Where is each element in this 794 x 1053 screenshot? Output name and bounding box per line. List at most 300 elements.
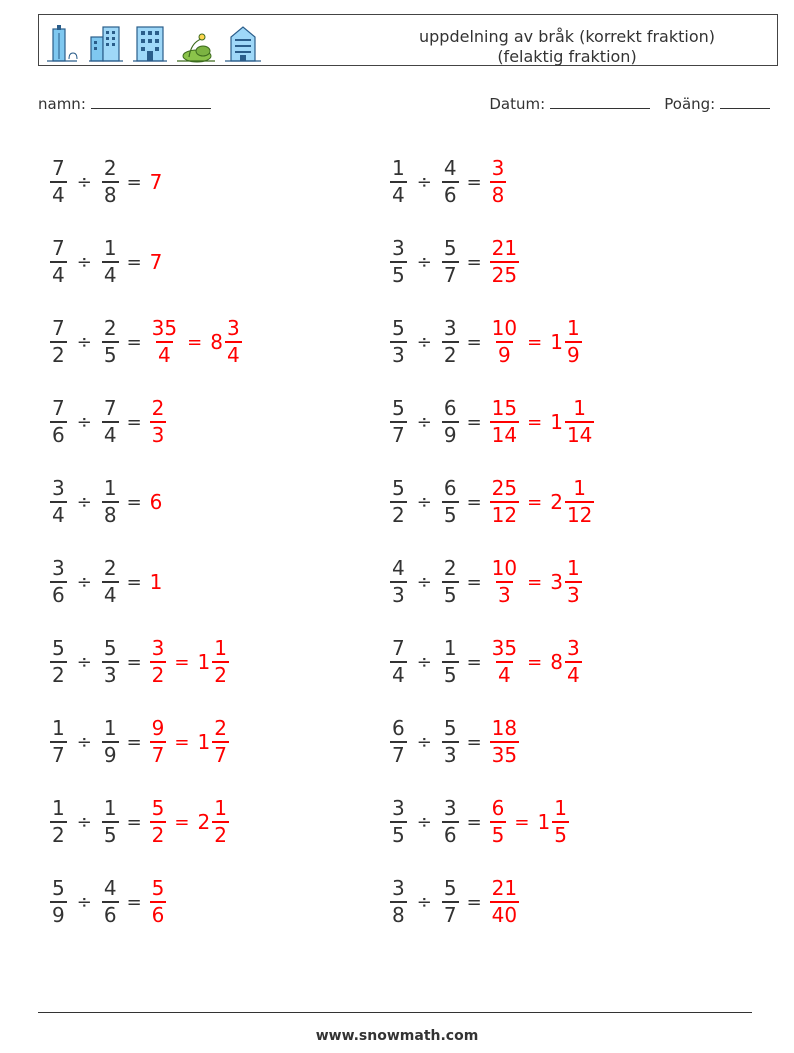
divisor-fraction: [442, 156, 459, 208]
problem-row: [48, 862, 748, 942]
denominator: 2: [151, 663, 165, 687]
denominator: 4: [103, 583, 117, 607]
divide-sign: ÷: [76, 651, 92, 673]
problem-item: [48, 796, 388, 848]
divisor-fraction: [102, 876, 119, 928]
answer: [488, 396, 597, 448]
numerator: 1: [554, 796, 567, 820]
equals-sign: =: [126, 331, 142, 353]
equals-sign: =: [126, 251, 142, 273]
denominator: 14: [491, 423, 518, 447]
divide-sign: ÷: [416, 571, 432, 593]
title-line-1: uppdelning av bråk (korrekt fraktion): [418, 27, 715, 46]
denominator: 2: [52, 823, 65, 847]
answer: [148, 716, 231, 768]
divide-sign: ÷: [76, 731, 92, 753]
numerator: 21: [491, 876, 518, 900]
equals-sign: =: [466, 251, 482, 273]
denominator: 7: [151, 743, 165, 767]
divide-sign: ÷: [416, 251, 432, 273]
denominator: 4: [498, 663, 511, 687]
denominator: 3: [392, 583, 405, 607]
problem-item: [388, 476, 728, 528]
equals-sign: =: [126, 811, 142, 833]
divide-sign: ÷: [76, 491, 92, 513]
numerator: 10: [491, 556, 518, 580]
denominator: 5: [103, 343, 117, 367]
dividend-fraction: [50, 396, 67, 448]
problem-row: [48, 702, 748, 782]
dividend-fraction: [390, 716, 407, 768]
divisor-fraction: [102, 396, 119, 448]
numerator: 1: [103, 476, 117, 500]
problem-item: [388, 316, 728, 368]
answer-whole: 7: [149, 250, 163, 274]
equals-sign: =: [466, 651, 482, 673]
denominator: 3: [443, 743, 457, 767]
header-box: [38, 14, 778, 66]
numerator: 5: [52, 636, 65, 660]
numerator: 3: [151, 636, 165, 660]
mixed-whole: 8: [210, 330, 223, 354]
mixed-whole: 8: [550, 650, 563, 674]
numerator: 3: [491, 156, 505, 180]
answer-fraction: [150, 876, 167, 928]
numerator: 5: [392, 396, 405, 420]
denominator: 4: [158, 343, 171, 367]
divisor-fraction: [102, 556, 119, 608]
numerator: 5: [443, 716, 457, 740]
problem-row: [48, 782, 748, 862]
problem-item: [388, 636, 728, 688]
mixed-whole: 1: [550, 330, 563, 354]
numerator: 1: [214, 636, 227, 660]
denominator: 25: [491, 263, 518, 287]
denominator: 6: [151, 903, 165, 927]
dividend-fraction: [50, 636, 67, 688]
numerator: 5: [443, 236, 457, 260]
numerator: 3: [392, 236, 405, 260]
divide-sign: ÷: [76, 811, 92, 833]
equals-sign: =: [466, 171, 482, 193]
equals-sign: =: [527, 411, 543, 433]
numerator: 7: [103, 396, 117, 420]
answer: [148, 170, 163, 194]
answer-fraction: [150, 636, 167, 688]
denominator: 4: [52, 263, 65, 287]
mixed-whole: 1: [550, 410, 563, 434]
equals-sign: =: [527, 571, 543, 593]
divide-sign: ÷: [416, 731, 432, 753]
denominator: 12: [491, 503, 518, 527]
numerator: 5: [151, 876, 165, 900]
answer: [488, 156, 509, 208]
name-label: namn:: [38, 95, 86, 113]
problem-item: [388, 716, 728, 768]
divisor-fraction: [442, 236, 459, 288]
answer-fraction: [490, 476, 519, 528]
numerator: 6: [491, 796, 505, 820]
denominator: 8: [103, 183, 117, 207]
divide-sign: ÷: [416, 411, 432, 433]
answer: [488, 316, 584, 368]
dividend-fraction: [50, 236, 67, 288]
denominator: 2: [151, 823, 165, 847]
denominator: 6: [443, 823, 457, 847]
equals-sign: =: [187, 331, 203, 353]
problem-item: [48, 156, 388, 208]
divide-sign: ÷: [416, 331, 432, 353]
problem-row: [48, 382, 748, 462]
equals-sign: =: [527, 491, 543, 513]
equals-sign: =: [466, 811, 482, 833]
numerator: 1: [443, 636, 457, 660]
divisor-fraction: [102, 316, 119, 368]
denominator: 8: [392, 903, 405, 927]
problem-row: [48, 462, 748, 542]
city-building-icon: [225, 23, 261, 63]
numerator: 5: [103, 636, 117, 660]
denominator: 7: [392, 423, 405, 447]
denominator: 4: [226, 343, 240, 367]
numerator: 1: [573, 396, 587, 420]
numerator: 1: [103, 796, 117, 820]
numerator: 3: [443, 316, 457, 340]
denominator: 5: [103, 823, 117, 847]
answer: [488, 796, 571, 848]
mixed-whole: 3: [550, 570, 563, 594]
dividend-fraction: [50, 796, 67, 848]
date-label: Datum:: [489, 95, 546, 113]
divide-sign: ÷: [76, 331, 92, 353]
numerator: 7: [392, 636, 405, 660]
numerator: 5: [52, 876, 65, 900]
divide-sign: ÷: [416, 491, 432, 513]
equals-sign: =: [466, 571, 482, 593]
denominator: 5: [554, 823, 567, 847]
equals-sign: =: [527, 651, 543, 673]
answer: [488, 716, 521, 768]
divide-sign: ÷: [76, 171, 92, 193]
dividend-fraction: [390, 556, 407, 608]
numerator: 5: [392, 476, 405, 500]
office-buildings-icon: [89, 23, 123, 63]
denominator: 7: [443, 903, 457, 927]
numerator: 5: [151, 796, 165, 820]
mixed-fraction: [565, 316, 582, 368]
denominator: 7: [52, 743, 65, 767]
equals-sign: =: [527, 331, 543, 353]
denominator: 2: [52, 343, 65, 367]
divisor-fraction: [442, 636, 459, 688]
numerator: 1: [52, 796, 65, 820]
divide-sign: ÷: [416, 811, 432, 833]
numerator: 4: [103, 876, 117, 900]
answer-fraction: [490, 876, 519, 928]
denominator: 3: [392, 343, 405, 367]
problem-grid: [48, 142, 748, 942]
denominator: 14: [566, 423, 593, 447]
divide-sign: ÷: [76, 891, 92, 913]
answer: [148, 396, 169, 448]
numerator: 2: [443, 556, 457, 580]
problem-item: [388, 236, 728, 288]
numerator: 35: [151, 316, 178, 340]
denominator: 9: [443, 423, 457, 447]
numerator: 7: [52, 156, 65, 180]
answer: [148, 636, 231, 688]
numerator: 2: [151, 396, 165, 420]
equals-sign: =: [126, 571, 142, 593]
denominator: 7: [392, 743, 405, 767]
denominator: 3: [151, 423, 165, 447]
numerator: 18: [491, 716, 518, 740]
equals-sign: =: [126, 411, 142, 433]
divisor-fraction: [442, 476, 459, 528]
footer-divider: [38, 1012, 752, 1013]
mixed-fraction: [565, 636, 582, 688]
divisor-fraction: [102, 636, 119, 688]
denominator: 2: [214, 823, 227, 847]
dividend-fraction: [390, 636, 407, 688]
numerator: 25: [491, 476, 518, 500]
denominator: 4: [392, 183, 405, 207]
denominator: 5: [443, 663, 457, 687]
problem-item: [48, 476, 388, 528]
answer-whole: 7: [149, 170, 163, 194]
equals-sign: =: [466, 411, 482, 433]
denominator: 4: [392, 663, 405, 687]
answer-fraction: [490, 716, 519, 768]
denominator: 3: [498, 583, 511, 607]
equals-sign: =: [174, 651, 190, 673]
mixed-whole: 1: [197, 650, 211, 674]
numerator: 1: [573, 476, 587, 500]
mixed-fraction: [225, 316, 242, 368]
park-tree-icon: [177, 23, 215, 63]
answer-fraction: [490, 316, 519, 368]
problem-row: [48, 222, 748, 302]
dividend-fraction: [50, 876, 67, 928]
numerator: 2: [103, 556, 117, 580]
equals-sign: =: [126, 491, 142, 513]
numerator: 1: [103, 716, 117, 740]
denominator: 2: [392, 503, 405, 527]
problem-item: [388, 556, 728, 608]
answer: [148, 316, 244, 368]
dividend-fraction: [390, 396, 407, 448]
problem-row: [48, 622, 748, 702]
dividend-fraction: [390, 876, 407, 928]
mixed-whole: 2: [550, 490, 563, 514]
numerator: 6: [443, 396, 457, 420]
divisor-fraction: [102, 156, 119, 208]
answer: [148, 876, 169, 928]
denominator: 7: [443, 263, 457, 287]
equals-sign: =: [126, 891, 142, 913]
equals-sign: =: [126, 731, 142, 753]
numerator: 7: [52, 316, 65, 340]
problem-row: [48, 142, 748, 222]
answer: [148, 250, 163, 274]
numerator: 3: [392, 876, 405, 900]
divide-sign: ÷: [76, 411, 92, 433]
worksheet-title: [397, 27, 737, 67]
denominator: 12: [566, 503, 593, 527]
denominator: 5: [443, 583, 457, 607]
equals-sign: =: [174, 811, 190, 833]
mixed-fraction: [212, 796, 229, 848]
denominator: 5: [392, 823, 405, 847]
divide-sign: ÷: [76, 251, 92, 273]
denominator: 4: [103, 263, 117, 287]
answer: [148, 570, 163, 594]
numerator: 2: [214, 716, 227, 740]
dividend-fraction: [50, 316, 67, 368]
equals-sign: =: [466, 731, 482, 753]
problem-item: [388, 396, 728, 448]
problem-item: [48, 236, 388, 288]
numerator: 9: [151, 716, 165, 740]
name-field: [38, 94, 211, 113]
mixed-fraction: [565, 476, 594, 528]
tower-building-icon: [45, 23, 79, 63]
equals-sign: =: [126, 171, 142, 193]
numerator: 10: [491, 316, 518, 340]
answer-fraction: [490, 796, 507, 848]
denominator: 6: [52, 423, 65, 447]
numerator: 2: [103, 316, 117, 340]
denominator: 6: [443, 183, 457, 207]
divide-sign: ÷: [416, 651, 432, 673]
denominator: 35: [491, 743, 518, 767]
equals-sign: =: [174, 731, 190, 753]
numerator: 1: [392, 156, 405, 180]
divisor-fraction: [102, 236, 119, 288]
denominator: 5: [443, 503, 457, 527]
denominator: 5: [392, 263, 405, 287]
denominator: 4: [52, 503, 65, 527]
mixed-fraction: [212, 636, 229, 688]
mixed-whole: 1: [197, 730, 211, 754]
numerator: 5: [392, 316, 405, 340]
problem-item: [48, 396, 388, 448]
answer-fraction: [490, 156, 507, 208]
numerator: 7: [52, 236, 65, 260]
equals-sign: =: [466, 891, 482, 913]
title-line-2: (felaktig fraktion): [497, 47, 637, 66]
dividend-fraction: [390, 796, 407, 848]
numerator: 4: [392, 556, 405, 580]
mixed-fraction: [212, 716, 229, 768]
mixed-fraction: [552, 796, 569, 848]
answer: [488, 876, 521, 928]
divisor-fraction: [442, 396, 459, 448]
numerator: 3: [392, 796, 405, 820]
problem-item: [48, 316, 388, 368]
problem-item: [48, 636, 388, 688]
problem-item: [48, 876, 388, 928]
answer-fraction: [150, 796, 167, 848]
divisor-fraction: [102, 716, 119, 768]
score-label: Poäng:: [664, 95, 716, 113]
answer-fraction: [150, 716, 167, 768]
denominator: 9: [498, 343, 511, 367]
denominator: 9: [103, 743, 117, 767]
denominator: 4: [566, 663, 580, 687]
answer: [148, 490, 163, 514]
numerator: 1: [566, 316, 580, 340]
denominator: 3: [103, 663, 117, 687]
numerator: 6: [392, 716, 405, 740]
numerator: 3: [52, 476, 65, 500]
problem-row: [48, 542, 748, 622]
divisor-fraction: [442, 316, 459, 368]
name-blank[interactable]: [91, 94, 211, 109]
numerator: 1: [103, 236, 117, 260]
denominator: 4: [103, 423, 117, 447]
numerator: 1: [566, 556, 580, 580]
dividend-fraction: [50, 156, 67, 208]
mixed-fraction: [565, 396, 594, 448]
answer-fraction: [150, 316, 179, 368]
answer-fraction: [490, 236, 519, 288]
answer: [488, 556, 584, 608]
divisor-fraction: [102, 796, 119, 848]
denominator: 4: [52, 183, 65, 207]
denominator: 2: [52, 663, 65, 687]
score-blank[interactable]: [720, 94, 770, 109]
numerator: 4: [443, 156, 457, 180]
numerator: 6: [443, 476, 457, 500]
denominator: 6: [103, 903, 117, 927]
answer: [148, 796, 231, 848]
equals-sign: =: [466, 491, 482, 513]
answer: [488, 636, 584, 688]
answer-whole: 6: [149, 490, 163, 514]
numerator: 35: [491, 636, 518, 660]
dividend-fraction: [390, 156, 407, 208]
dividend-fraction: [390, 476, 407, 528]
divisor-fraction: [442, 796, 459, 848]
divisor-fraction: [442, 716, 459, 768]
numerator: 2: [103, 156, 117, 180]
header-icons: [45, 19, 261, 63]
mixed-fraction: [565, 556, 582, 608]
answer-fraction: [490, 636, 519, 688]
dividend-fraction: [390, 236, 407, 288]
divisor-fraction: [102, 476, 119, 528]
footer-url: www.snowmath.com: [315, 1028, 479, 1044]
denominator: 9: [52, 903, 65, 927]
problem-item: [388, 796, 728, 848]
denominator: 6: [52, 583, 65, 607]
divisor-fraction: [442, 556, 459, 608]
numerator: 3: [443, 796, 457, 820]
answer-fraction: [490, 556, 519, 608]
divide-sign: ÷: [76, 571, 92, 593]
divide-sign: ÷: [416, 171, 432, 193]
mixed-whole: 1: [537, 810, 551, 834]
answer-whole: 1: [149, 570, 163, 594]
problem-item: [388, 876, 728, 928]
denominator: 2: [443, 343, 457, 367]
divisor-fraction: [442, 876, 459, 928]
date-blank[interactable]: [550, 94, 650, 109]
denominator: 40: [491, 903, 518, 927]
numerator: 1: [214, 796, 227, 820]
numerator: 1: [52, 716, 65, 740]
